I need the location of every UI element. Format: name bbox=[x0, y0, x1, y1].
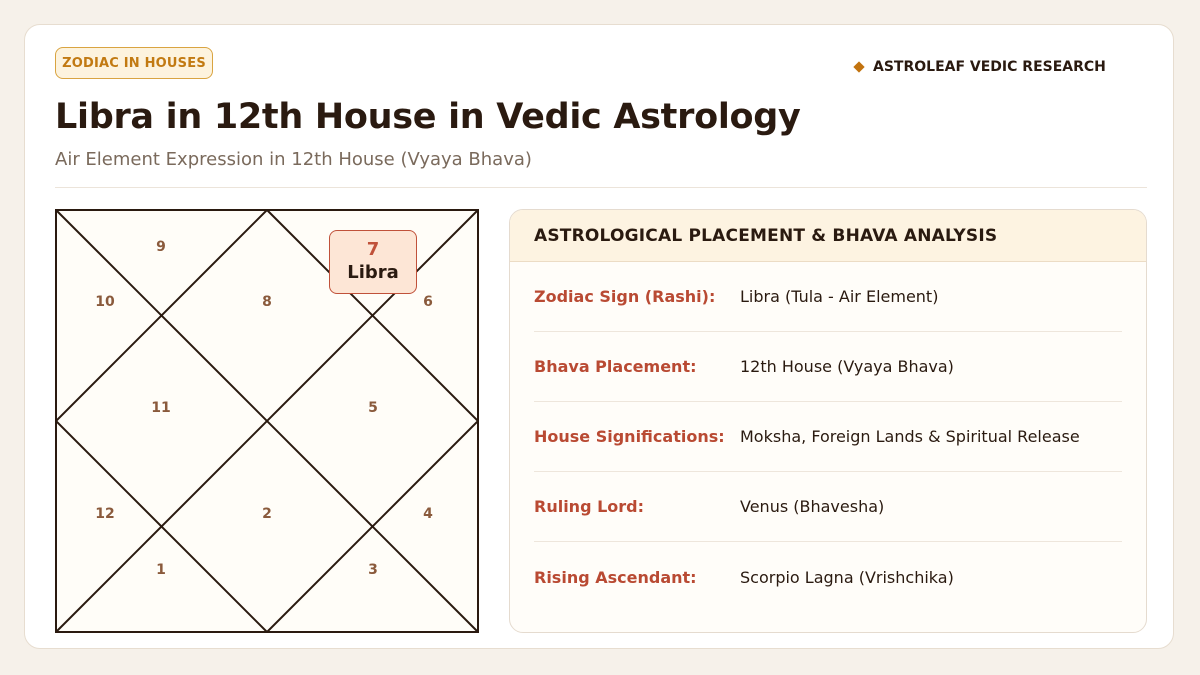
row-value: Venus (Bhavesha) bbox=[740, 497, 885, 516]
house-8[interactable]: 8 bbox=[262, 294, 272, 310]
content-card bbox=[24, 24, 1174, 649]
analysis-row-zodiac-sign bbox=[534, 262, 1122, 332]
highlighted-house-7[interactable] bbox=[329, 230, 417, 294]
house-2[interactable]: 2 bbox=[262, 506, 272, 522]
house-11[interactable]: 11 bbox=[151, 400, 171, 416]
house-10[interactable]: 10 bbox=[95, 294, 115, 310]
house-6[interactable]: 6 bbox=[423, 294, 433, 310]
house-4[interactable]: 4 bbox=[423, 506, 433, 522]
house-1[interactable]: 1 bbox=[156, 562, 166, 578]
diamond-icon bbox=[853, 61, 864, 72]
panel-title: ASTROLOGICAL PLACEMENT & BHAVA ANALYSIS bbox=[510, 210, 1146, 262]
analysis-row-rising-ascendant bbox=[534, 542, 1122, 612]
row-value: Scorpio Lagna (Vrishchika) bbox=[740, 567, 954, 587]
row-value: Moksha, Foreign Lands & Spiritual Release bbox=[740, 427, 1080, 446]
analysis-row-bhava-placement bbox=[534, 332, 1122, 402]
brand bbox=[853, 57, 1106, 77]
house-3[interactable]: 3 bbox=[368, 562, 378, 578]
row-value: Libra (Tula - Air Element) bbox=[740, 287, 939, 306]
row-label: Bhava Placement: bbox=[534, 357, 697, 376]
category-badge[interactable]: ZODIAC IN HOUSES bbox=[55, 47, 213, 79]
analysis-rows bbox=[510, 262, 1146, 612]
row-label: Zodiac Sign (Rashi): bbox=[534, 287, 716, 306]
analysis-row-house-significations bbox=[534, 402, 1122, 472]
row-label: Ruling Lord: bbox=[534, 497, 645, 516]
divider bbox=[55, 187, 1147, 188]
row-value: 12th House (Vyaya Bhava) bbox=[740, 357, 954, 376]
placement-analysis-panel bbox=[509, 209, 1147, 633]
house-9[interactable]: 9 bbox=[156, 239, 166, 255]
house-12[interactable]: 12 bbox=[95, 506, 115, 522]
north-indian-chart bbox=[55, 209, 479, 633]
house-5[interactable]: 5 bbox=[368, 400, 378, 416]
page-title: Libra in 12th House in Vedic Astrology bbox=[55, 97, 801, 137]
brand-name: ASTROLEAF VEDIC RESEARCH bbox=[873, 59, 1106, 75]
row-label: Rising Ascendant: bbox=[534, 567, 697, 587]
highlight-sign-name: Libra bbox=[347, 262, 399, 283]
page-subtitle: Air Element Expression in 12th House (Vyaya Bhava) bbox=[55, 149, 532, 170]
highlight-house-number: 7 bbox=[366, 239, 380, 260]
row-label: House Significations: bbox=[534, 427, 725, 446]
analysis-row-ruling-lord bbox=[534, 472, 1122, 542]
